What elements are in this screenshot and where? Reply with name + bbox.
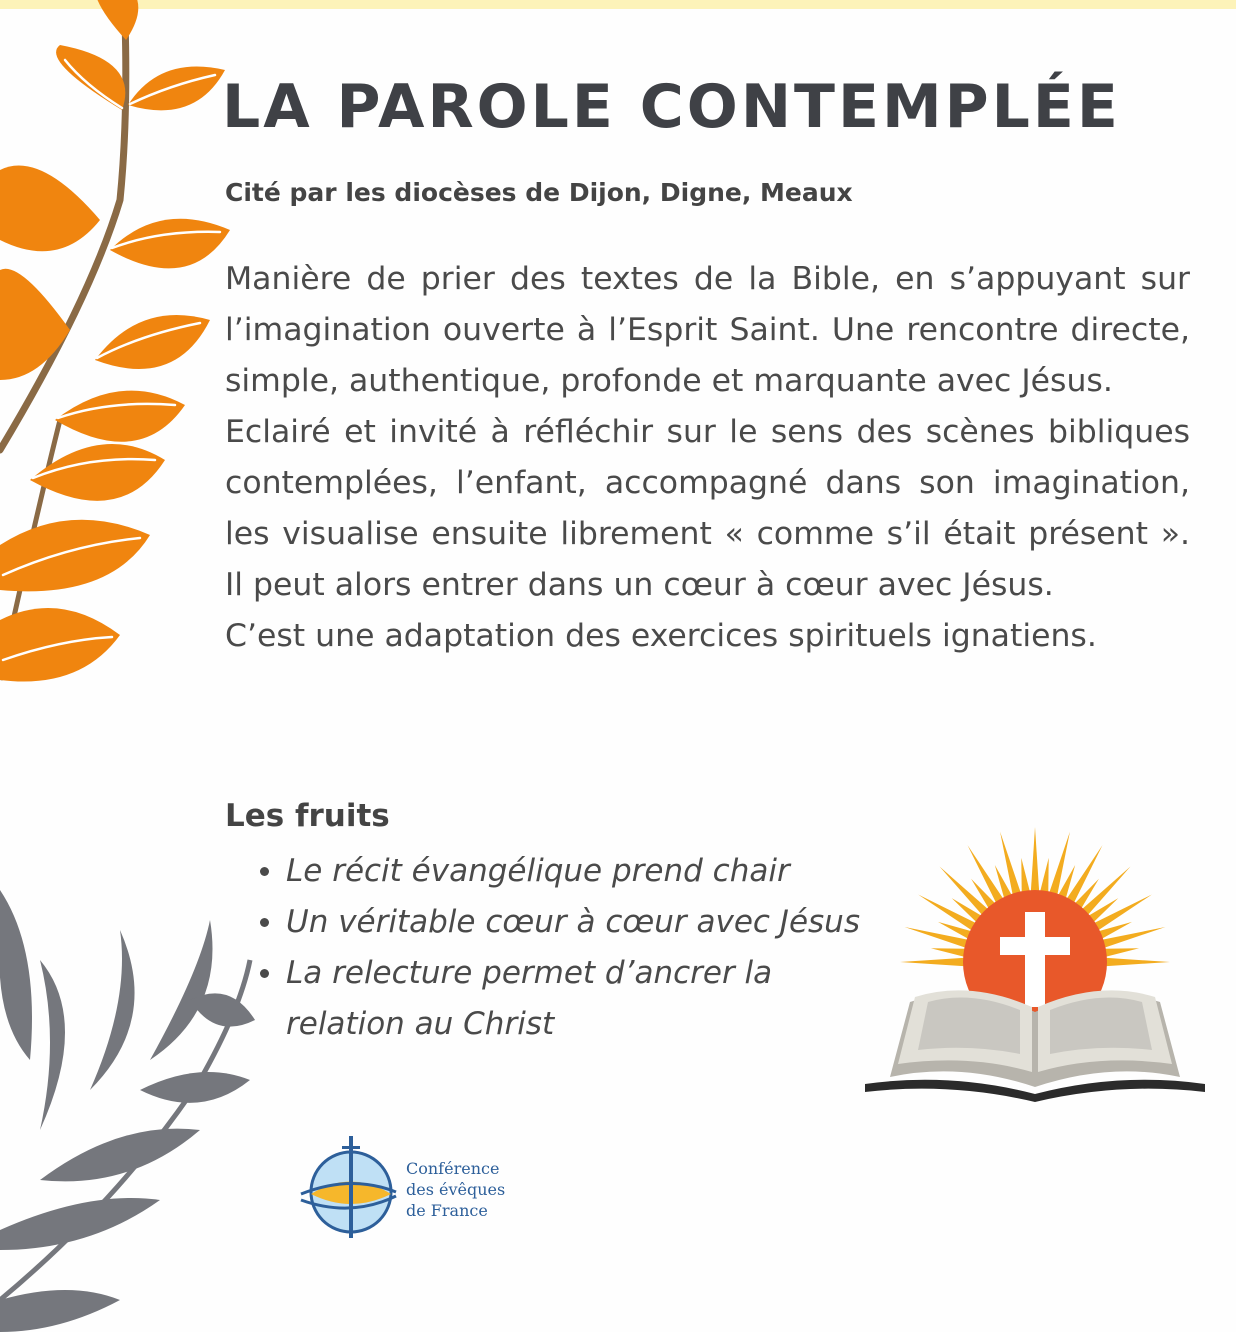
sun-ray	[1021, 858, 1030, 893]
logo-line: de France	[406, 1201, 488, 1220]
list-item: La relecture permet d’ancrer la relation au Christ	[260, 948, 900, 1050]
paragraph: Eclairé et invité à réfléchir sur le sens des scènes bibliques contemplées, l’enfant, accompagné dans son imagination, les visualise ensuite librement « comme s’il était présent ». Il peut alors entrer dans un cœur à cœur avec Jésus.	[225, 414, 1190, 603]
sun-ray	[1040, 858, 1049, 893]
gray-branch-icon	[0, 890, 255, 1332]
paragraph: C’est une adaptation des exercices spirituels ignatiens.	[225, 618, 1097, 654]
sun-ray	[1104, 948, 1139, 957]
list-item: Un véritable cœur à cœur avec Jésus	[260, 897, 900, 948]
fruits-heading: Les fruits	[225, 798, 390, 834]
sun-ray	[1105, 958, 1170, 966]
logo-line: des évêques	[406, 1180, 506, 1199]
sun-ray	[1031, 827, 1039, 892]
paragraph: Manière de prier des textes de la Bible, en s’appuyant sur l’imagination ouverte à l’Esprit Saint. Une rencontre directe, simple, authentique, profonde et marquante avec Jésus.	[225, 261, 1190, 399]
logo-line: Conférence	[406, 1159, 500, 1178]
cef-logo-text	[406, 1158, 505, 1221]
list-item: Le récit évangélique prend chair	[260, 846, 900, 897]
page-subtitle: Cité par les diocèses de Dijon, Digne, Meaux	[225, 178, 853, 207]
page-title: LA PAROLE CONTEMPLÉE	[222, 72, 1121, 142]
sun-ray	[900, 958, 965, 966]
orange-branch-icon	[0, 0, 230, 682]
sun-ray	[931, 948, 966, 957]
description-text	[225, 254, 1190, 662]
cef-logo	[296, 1134, 526, 1244]
fruits-list	[260, 846, 900, 1050]
cef-logo-emblem-icon	[296, 1134, 406, 1244]
bible-sun-cross-icon	[860, 822, 1210, 1102]
